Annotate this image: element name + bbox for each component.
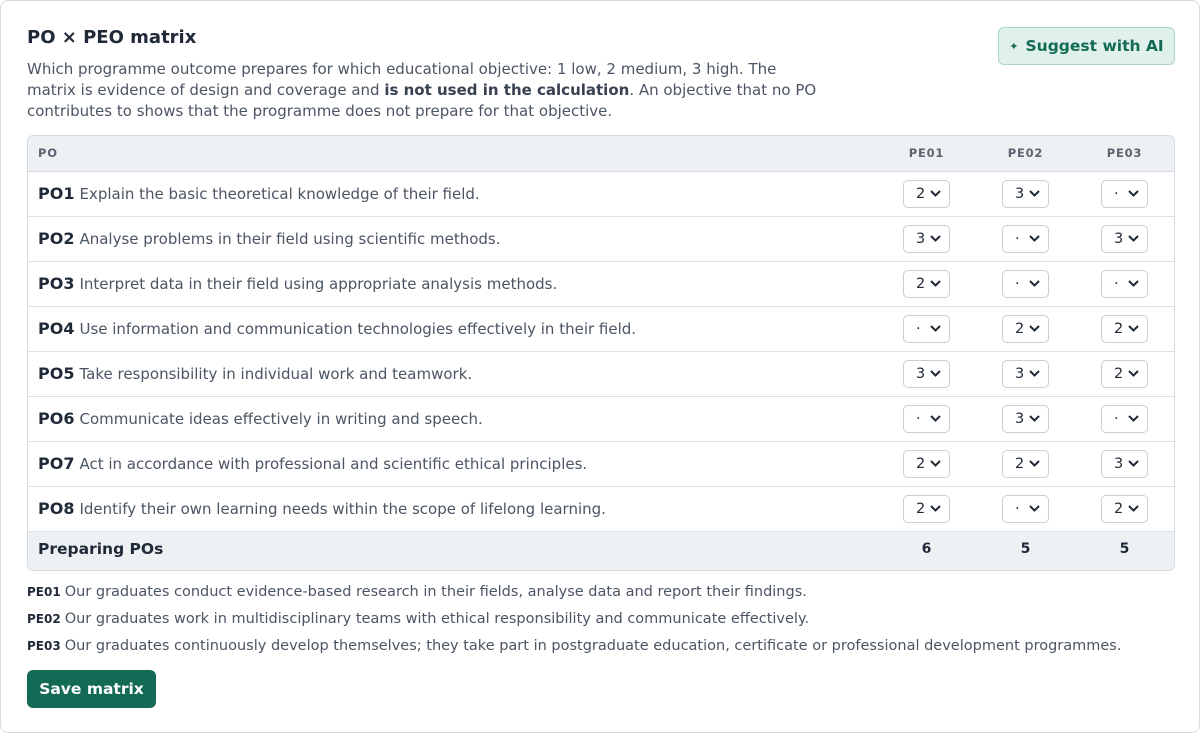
peo-text: Our graduates work in multidisciplinary teams with ethical responsibility and communicate effectively.	[64, 611, 810, 627]
po-peo-table	[27, 135, 1175, 571]
contribution-select-pe03[interactable]	[1101, 180, 1148, 208]
po-code: PO8	[38, 499, 75, 518]
peo-text: Our graduates conduct evidence-based research in their fields, analyse data and report their findings.	[64, 584, 807, 600]
select-value: 2	[916, 456, 926, 472]
peo-definition	[27, 608, 1121, 635]
contribution-select-pe01[interactable]	[903, 405, 950, 433]
chevron-down-icon	[1128, 505, 1139, 512]
contribution-select-pe01[interactable]	[903, 225, 950, 253]
select-value: ·	[1114, 411, 1119, 427]
preparing-pos-label: Preparing POs	[38, 540, 164, 558]
select-value: ·	[1015, 231, 1020, 247]
po-description	[38, 217, 501, 261]
peo-code: PE02	[27, 612, 61, 626]
select-value: 2	[1114, 501, 1124, 517]
contribution-select-pe02[interactable]	[1002, 270, 1049, 298]
chevron-down-icon	[930, 190, 941, 197]
preparing-pos-pe01: 6	[921, 541, 932, 557]
contribution-select-pe01[interactable]	[903, 360, 950, 388]
po-text: Interpret data in their field using appropriate analysis methods.	[79, 275, 558, 293]
contribution-select-pe03[interactable]	[1101, 495, 1148, 523]
contribution-select-pe01[interactable]	[903, 315, 950, 343]
chevron-down-icon	[1029, 370, 1040, 377]
table-footer	[28, 532, 1174, 571]
select-value: 3	[1015, 411, 1025, 427]
po-description	[38, 352, 472, 396]
column-header-pe02: PE02	[1007, 146, 1044, 160]
contribution-select-pe03[interactable]	[1101, 450, 1148, 478]
contribution-select-pe03[interactable]	[1101, 405, 1148, 433]
chevron-down-icon	[930, 280, 941, 287]
contribution-select-pe03[interactable]	[1101, 270, 1148, 298]
contribution-select-pe01[interactable]	[903, 270, 950, 298]
select-value: 2	[1015, 456, 1025, 472]
description-text-1: Which programme outcome prepares for which educational objective: 1 low, 2 medium, 3 high. The matrix is evidence of design and coverage and	[27, 60, 777, 99]
suggest-with-ai-button[interactable]	[998, 27, 1175, 65]
select-value: ·	[916, 411, 921, 427]
table-row	[28, 262, 1174, 307]
chevron-down-icon	[930, 325, 941, 332]
select-value: ·	[1114, 276, 1119, 292]
description-text-2: . An objective that no PO contributes to shows that the programme does not prepare for that objective.	[27, 81, 817, 120]
po-text: Use information and communication technologies effectively in their field.	[79, 320, 637, 338]
matrix-description	[27, 59, 827, 122]
chevron-down-icon	[1128, 280, 1139, 287]
po-text: Explain the basic theoretical knowledge of their field.	[79, 185, 480, 203]
preparing-pos-pe03: 5	[1119, 541, 1130, 557]
table-row	[28, 442, 1174, 487]
select-value: 3	[1015, 186, 1025, 202]
po-description	[38, 307, 636, 351]
select-value: 3	[1015, 366, 1025, 382]
column-header-po: PO	[38, 146, 58, 160]
table-row	[28, 217, 1174, 262]
chevron-down-icon	[1128, 190, 1139, 197]
po-code: PO5	[38, 364, 75, 383]
select-value: 2	[916, 276, 926, 292]
po-code: PO2	[38, 229, 75, 248]
chevron-down-icon	[1128, 235, 1139, 242]
select-value: 3	[916, 366, 926, 382]
chevron-down-icon	[930, 370, 941, 377]
chevron-down-icon	[930, 415, 941, 422]
contribution-select-pe01[interactable]	[903, 495, 950, 523]
select-value: 2	[1114, 366, 1124, 382]
description-emphasis: is not used in the calculation	[384, 81, 630, 99]
contribution-select-pe02[interactable]	[1002, 225, 1049, 253]
peo-text: Our graduates continuously develop themselves; they take part in postgraduate education, certificate or professional development programmes.	[64, 638, 1122, 654]
column-header-pe03: PE03	[1106, 146, 1143, 160]
contribution-select-pe02[interactable]	[1002, 180, 1049, 208]
contribution-select-pe01[interactable]	[903, 180, 950, 208]
po-code: PO4	[38, 319, 75, 338]
po-text: Identify their own learning needs within the scope of lifelong learning.	[79, 500, 606, 518]
table-row	[28, 397, 1174, 442]
chevron-down-icon	[1029, 280, 1040, 287]
contribution-select-pe02[interactable]	[1002, 360, 1049, 388]
select-value: 3	[1114, 456, 1124, 472]
po-code: PO7	[38, 454, 75, 473]
po-description	[38, 442, 587, 486]
peo-definitions	[27, 581, 1121, 662]
peo-code: PE01	[27, 585, 61, 599]
table-row	[28, 487, 1174, 532]
select-value: 2	[916, 501, 926, 517]
preparing-pos-pe02: 5	[1020, 541, 1031, 557]
select-value: 2	[916, 186, 926, 202]
chevron-down-icon	[930, 235, 941, 242]
po-text: Analyse problems in their field using scientific methods.	[79, 230, 501, 248]
po-description	[38, 262, 557, 306]
suggest-with-ai-label: Suggest with AI	[1025, 37, 1164, 55]
po-description	[38, 397, 483, 441]
sparkle-icon: ✦	[1009, 39, 1019, 53]
select-value: 2	[1015, 321, 1025, 337]
select-value: 2	[1114, 321, 1124, 337]
po-description	[38, 172, 480, 216]
select-value: ·	[1015, 276, 1020, 292]
chevron-down-icon	[1029, 505, 1040, 512]
column-header-pe01: PE01	[908, 146, 945, 160]
select-value: ·	[1015, 501, 1020, 517]
po-description	[38, 487, 606, 531]
po-code: PO1	[38, 184, 75, 203]
select-value: 3	[1114, 231, 1124, 247]
peo-definition	[27, 635, 1121, 662]
contribution-select-pe02[interactable]	[1002, 405, 1049, 433]
peo-code: PE03	[27, 639, 61, 653]
select-value: ·	[1114, 186, 1119, 202]
select-value: 3	[916, 231, 926, 247]
contribution-select-pe02[interactable]	[1002, 450, 1049, 478]
chevron-down-icon	[1029, 235, 1040, 242]
chevron-down-icon	[1128, 415, 1139, 422]
chevron-down-icon	[1128, 370, 1139, 377]
contribution-select-pe01[interactable]	[903, 450, 950, 478]
chevron-down-icon	[1029, 460, 1040, 467]
contribution-select-pe03[interactable]	[1101, 360, 1148, 388]
chevron-down-icon	[1029, 415, 1040, 422]
select-value: ·	[916, 321, 921, 337]
chevron-down-icon	[930, 460, 941, 467]
table-row	[28, 352, 1174, 397]
po-code: PO6	[38, 409, 75, 428]
po-text: Take responsibility in individual work and teamwork.	[79, 365, 473, 383]
page-title: PO × PEO matrix	[27, 27, 197, 48]
save-matrix-button[interactable]: Save matrix	[27, 670, 156, 708]
contribution-select-pe03[interactable]	[1101, 225, 1148, 253]
table-row	[28, 172, 1174, 217]
peo-definition	[27, 581, 1121, 608]
po-code: PO3	[38, 274, 75, 293]
chevron-down-icon	[1128, 460, 1139, 467]
contribution-select-pe02[interactable]	[1002, 315, 1049, 343]
po-text: Act in accordance with professional and scientific ethical principles.	[79, 455, 588, 473]
table-header	[28, 136, 1174, 172]
po-text: Communicate ideas effectively in writing and speech.	[79, 410, 483, 428]
chevron-down-icon	[1029, 190, 1040, 197]
table-row	[28, 307, 1174, 352]
contribution-select-pe02[interactable]	[1002, 495, 1049, 523]
contribution-select-pe03[interactable]	[1101, 315, 1148, 343]
chevron-down-icon	[930, 505, 941, 512]
chevron-down-icon	[1128, 325, 1139, 332]
chevron-down-icon	[1029, 325, 1040, 332]
